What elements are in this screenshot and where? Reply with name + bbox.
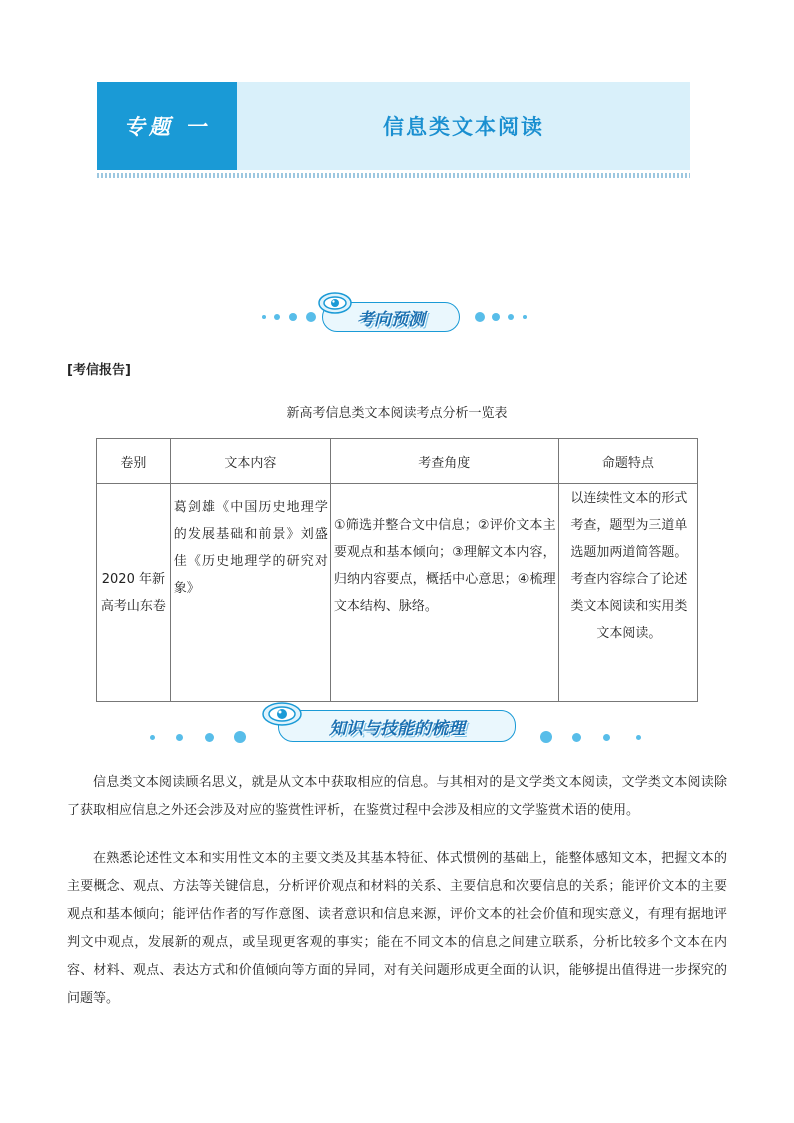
decor-dot: [572, 733, 581, 742]
section-label-box: [278, 710, 516, 742]
table-caption: 新高考信息类文本阅读考点分析一览表: [286, 406, 508, 421]
decor-dot: [234, 731, 246, 743]
exam-analysis-table: [96, 438, 698, 702]
decor-dot: [523, 315, 527, 319]
section-heading-knowledge: [0, 700, 794, 744]
section-title-forecast: 考向预测: [357, 309, 425, 330]
eye-icon: [262, 702, 302, 726]
eye-icon: [318, 292, 352, 314]
cell-volume: 2020 年新高考山东卷: [97, 484, 171, 702]
topic-banner: [97, 82, 690, 170]
decor-dot: [508, 314, 514, 320]
decor-dot: [274, 314, 280, 320]
decor-dot: [636, 735, 641, 740]
table-header-row: [97, 439, 698, 484]
column-header: 文本内容: [170, 439, 330, 484]
paragraph: 在熟悉论述性文本和实用性文本的主要文类及其基本特征、体式惯例的基础上，能整体感知文本，把握文本的主要概念、观点、方法等关键信息，分析评价观点和材料的关系、主要信息和次要信息的关系；能评价文本的主要观点和基本倾向；能评估作者的写作意图、读者意识和信息来源，评价文本的社会价值和现实意义，有理有据地评判文中观点，发展新的观点，或呈现更客观的事实；能在不同文本的信息之间建立联系，分析比较多个文本在内容、材料、观点、表达方式和价值倾向等方面的异同，对有关问题形成更全面的认识，能够提出值得进一步探究的问题等。: [67, 851, 727, 1006]
decor-dot: [150, 735, 155, 740]
decor-dot: [475, 312, 485, 322]
table-row: [97, 484, 698, 702]
decor-dot: [176, 734, 183, 741]
decor-dot: [603, 734, 610, 741]
cell-angle: ①筛选并整合文中信息；②评价文本主要观点和基本倾向；③理解文本内容，归纳内容要点，概括中心意思；④梳理文本结构、脉络。: [330, 484, 558, 702]
section-heading-forecast: [0, 292, 794, 336]
report-label: [考信报告]: [67, 363, 131, 378]
topic-label: 专题 一: [123, 114, 211, 139]
topic-title: 信息类文本阅读: [383, 115, 544, 139]
column-header: 考查角度: [330, 439, 558, 484]
decor-dot: [262, 315, 266, 319]
decor-dot: [492, 313, 500, 321]
section-title-knowledge: 知识与技能的梳理: [329, 718, 465, 739]
banner-divider: [97, 173, 690, 178]
cell-content: 葛剑雄《中国历史地理学的发展基础和前景》刘盛佳《历史地理学的研究对象》: [170, 484, 330, 702]
column-header: 命题特点: [558, 439, 697, 484]
cell-features: 以连续性文本的形式考查，题型为三道单选题加两道简答题。考查内容综合了论述类文本阅读和实用类文本阅读。: [558, 484, 697, 702]
decor-dot: [289, 313, 297, 321]
paragraph: 信息类文本阅读顾名思义，就是从文本中获取相应的信息。与其相对的是文学类文本阅读，文学类文本阅读除了获取相应信息之外还会涉及对应的鉴赏性评析，在鉴赏过程中会涉及相应的文学鉴赏术语的使用。: [67, 775, 727, 818]
topic-label-block: [97, 82, 237, 170]
decor-dot: [306, 312, 316, 322]
decor-dot: [540, 731, 552, 743]
column-header: 卷别: [97, 439, 171, 484]
decor-dot: [205, 733, 214, 742]
